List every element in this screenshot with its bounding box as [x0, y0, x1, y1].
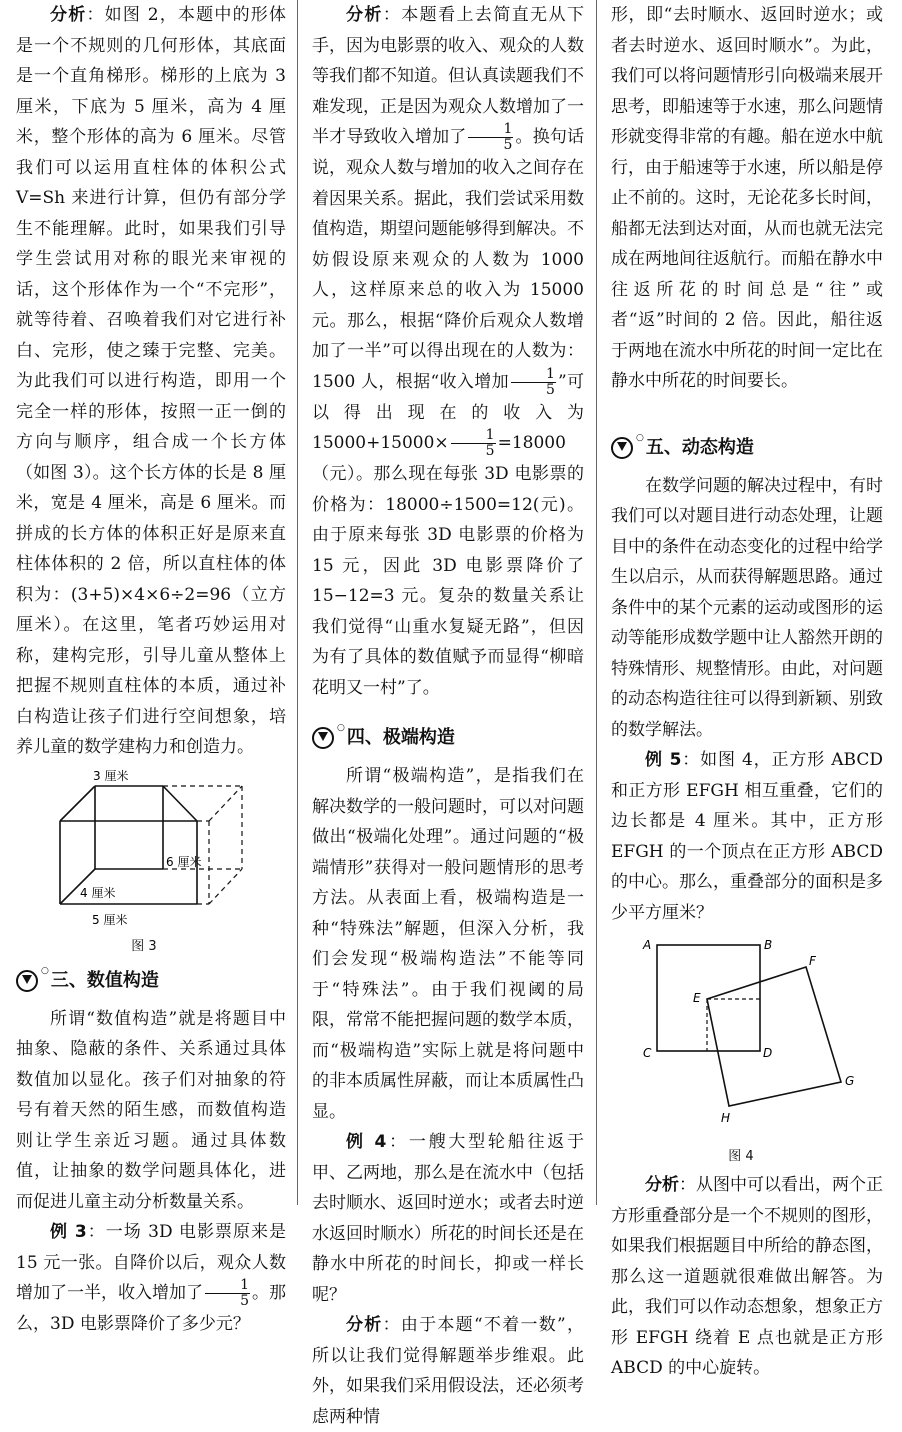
paragraph-extreme-construction: 所谓“极端构造”，是指我们在解决数学的一般问题时，可以对问题做出“极端化处理”。通过问题的“极端情形”获得对一般问题情形的思考方法。从表面上看，极端构造是一种“特殊法”解题，但深入分析，我们会发现“极端构造法”不能等同于“特殊法”。由于我们视阈的局限，常常不能把握问题的数学本质，而“极端构造”实际上就是将问题中的非本质属性屏蔽，而让本质属性凸显。: [312, 766, 584, 1122]
fraction-numerator: 1: [511, 367, 556, 383]
section-title-4: 四、极端构造: [346, 727, 455, 748]
fraction-denominator: 5: [546, 381, 555, 398]
paragraph-numeric-construction: 所谓“数值构造”就是将题目中抽象、隐蔽的条件、关系通过具体数值加以显化。孩子们对抽象的符号有着天然的陌生感，而数值构造则让学生亲近习题。通过具体数值，让抽象的数学问题具体化，进而促进儿童主动分析数量关系。: [16, 1008, 286, 1212]
example-4-text: ：一艘大型轮船往返于甲、乙两地，那么是在流水中（包括去时顺水、返回时逆水；或者去时逆水返回时顺水）所花的时间长还是在静水中所花的时间长，抑或一样长呢？: [312, 1132, 585, 1305]
analysis-lead: 分析: [346, 5, 383, 25]
analysis-text-b: 。换句话说，观众人数与增加的收入之间存在着因果关系。据此，我们尝试采用数值构造，期望问题能够得到解决。不妨假设原来观众的人数为 1000 人，这样原来总的收入为 15000 元。那么，根据“降价后观众人数增加了一半”可以得出现在的人数为：1500 人，根据“收入增加: [312, 127, 585, 392]
fraction: [205, 1278, 250, 1309]
example-5-text: ：如图 4，正方形 ABCD 和正方形 EFGH 相互重叠，它们的边长都是 4 厘米。其中，正方形 EFGH 的一个顶点在正方形 ABCD 的中心。那么，重叠部分的面积是多少平方厘米？: [611, 750, 883, 923]
arrow-down-circle-icon: [312, 727, 334, 749]
paragraph-analysis-1: [16, 0, 286, 763]
label-4cm: 4 厘米: [80, 885, 116, 900]
section-heading-5: [611, 431, 883, 465]
fraction: [468, 122, 513, 153]
figure-4-caption: 图 4: [728, 1149, 754, 1164]
fraction-denominator: 5: [485, 443, 495, 459]
column-2: [312, 0, 584, 1432]
analysis-lead: 分析: [346, 1315, 383, 1335]
analysis-text: ：如图 2，本题中的形体是一个不规则的几何形体，其底面是一个直角梯形。梯形的上底为 3 厘米，下底为 5 厘米，高为 4 厘米，整个形体的高为 6 厘米。尽管我们可以运用直柱体的体积公式 V=Sh 来进行计算，但仍有部分学生不能理解。此时，如果我们引导学生尝试用对称的眼光来审视的话，这个形体作为一个“不完形”，就等待着、召唤着我们对它进行补白、完形，使之臻于完整、完美。为此我们可以进行构造，即用一个完全一样的形体，按照一正一倒的方向与顺序，组合成一个长方体（如图 3）。这个长方体的长是 8 厘米，宽是 4 厘米，高是 6 厘米。而拼成的长方体的体积正好是原来直柱体体积的 2 倍，所以直柱体的体积为：(3+5)×4×6÷2=96（立方厘米）。在这里，笔者巧妙运用对称，建构完形，引导儿童从整体上把握不规则直柱体的本质，通过补白构造让孩子们进行空间想象，培养儿童的数学建构力和创造力。: [16, 5, 286, 757]
section-heading-3: [16, 964, 286, 998]
analysis-text: ：从图中可以看出，两个正方形重叠部分是一个不规则的图形，如果我们根据题目中所给的静态图，那么这一道题就很难做出解答。为此，我们可以作动态想象，想象正方形 EFGH 绕着 E 点也就是正方形 ABCD 的中心旋转。: [611, 1175, 883, 1378]
arrow-down-circle-icon: [16, 970, 38, 992]
analysis-text-a: ：本题看上去简直无从下手，因为电影票的收入、观众的人数等我们都不知道。但认真读题我们不难发现，正是因为观众人数增加了一半才导致收入增加了: [312, 5, 585, 147]
column-divider-right: [596, 0, 597, 1205]
example-4-lead: 例 4: [346, 1132, 387, 1152]
fraction: [511, 367, 556, 398]
analysis-text-c: ”可以得出现在的收入为 15000+15000×: [312, 371, 584, 453]
paragraph-analysis-3: [312, 0, 584, 703]
fraction-numerator: 1: [451, 428, 496, 444]
example-3-text-b: 。那么，3D 电影票降价了多少元？: [16, 1283, 287, 1334]
fraction-denominator: 5: [240, 1293, 249, 1309]
column-1: [16, 0, 286, 1340]
fraction: [451, 428, 496, 459]
vertex-H: H: [721, 1111, 731, 1125]
vertex-F: F: [809, 954, 816, 968]
vertex-G: G: [845, 1074, 855, 1088]
paragraph-analysis-4: [312, 1310, 584, 1432]
fraction-denominator: 5: [503, 137, 513, 153]
vertex-B: B: [764, 938, 773, 952]
section-heading-4: [312, 721, 584, 755]
vertex-E: E: [693, 991, 701, 1005]
fraction-numerator: 1: [468, 122, 513, 138]
section-title-5: 五、动态构造: [645, 436, 754, 458]
paragraph-example-3: [16, 1217, 286, 1340]
figure-3-diagram: [16, 769, 286, 931]
label-3cm: 3 厘米: [93, 768, 129, 783]
vertex-D: D: [763, 1046, 773, 1060]
analysis-lead: 分析: [50, 5, 87, 25]
analysis-lead: 分析: [645, 1175, 679, 1195]
analysis-text: ：由于本题“不着一数”，所以让我们觉得解题举步维艰。此外，如果我们采用假设法，还必须考虑两种情: [312, 1315, 584, 1427]
circle-dot-icon: ○: [41, 965, 49, 976]
paragraph-example-4: [312, 1127, 584, 1310]
paragraph-analysis-5: [611, 1170, 883, 1384]
column-3: [611, 0, 883, 1384]
example-5-lead: 例 5: [645, 750, 682, 770]
arrow-down-circle-icon: [611, 437, 633, 459]
paragraph-analysis-4-continued: 形，即“去时顺水、返回时逆水；或者去时逆水、返回时顺水”。为此，我们可以将问题情形引向极端来展开思考，即船速等于水速，那么问题情形就变得非常的有趣。船在逆水中航行，由于船速等于水速，所以船是停止不前的。这时，无论花多长时间，船都无法到达对面，从而也就无法完成在两地间往返航行。而船在静水中往返所花的时间总是“往”或者“返”时间的 2 倍。因此，船往返于两地在流水中所花的时间一定比在静水中所花的时间要长。: [611, 5, 883, 391]
column-divider-left: [297, 0, 298, 1205]
label-5cm: 5 厘米: [92, 912, 128, 927]
circle-dot-icon: ○: [636, 432, 644, 443]
paragraph-dynamic-construction: 在数学问题的解决过程中，有时我们可以对题目进行动态处理，让题目中的条件在动态变化的过程中给学生以启示，从而获得解题思路。通过条件中的某个元素的运动或图形的运动等能形成数学题中让人豁然开朗的特殊情形、规整情形。由此，对问题的动态构造往往可以得到新颖、别致的数学解法。: [611, 475, 883, 740]
analysis-text-d: =18000（元）。那么现在每张 3D 电影票的价格为：18000÷1500=12(元)。由于原来每张 3D 电影票的价格为 15 元，因此 3D 电影票降价了 15−12=3 元。复杂的数量关系让我们觉得“山重水复疑无路”，但因为有了具体的数值赋予而显得“柳暗花明又一村”了。: [312, 433, 584, 698]
example-3-lead: 例 3: [50, 1222, 87, 1242]
circle-dot-icon: ○: [337, 723, 345, 733]
vertex-A: A: [643, 938, 652, 952]
paragraph-example-5: [611, 745, 883, 928]
fraction-numerator: 1: [205, 1278, 250, 1294]
figure-4: [611, 930, 883, 1170]
figure-3: [16, 769, 286, 954]
section-title-3: 三、数值构造: [50, 969, 159, 991]
figure-4-diagram: [611, 930, 883, 1150]
label-6cm: 6 厘米: [166, 854, 202, 869]
figure-3-caption: 图 3: [131, 938, 157, 954]
example-3-text-a: ：一场 3D 电影票原来是 15 元一张。自降价以后，观众人数增加了一半，收入增加了: [16, 1222, 286, 1303]
vertex-C: C: [643, 1046, 652, 1060]
